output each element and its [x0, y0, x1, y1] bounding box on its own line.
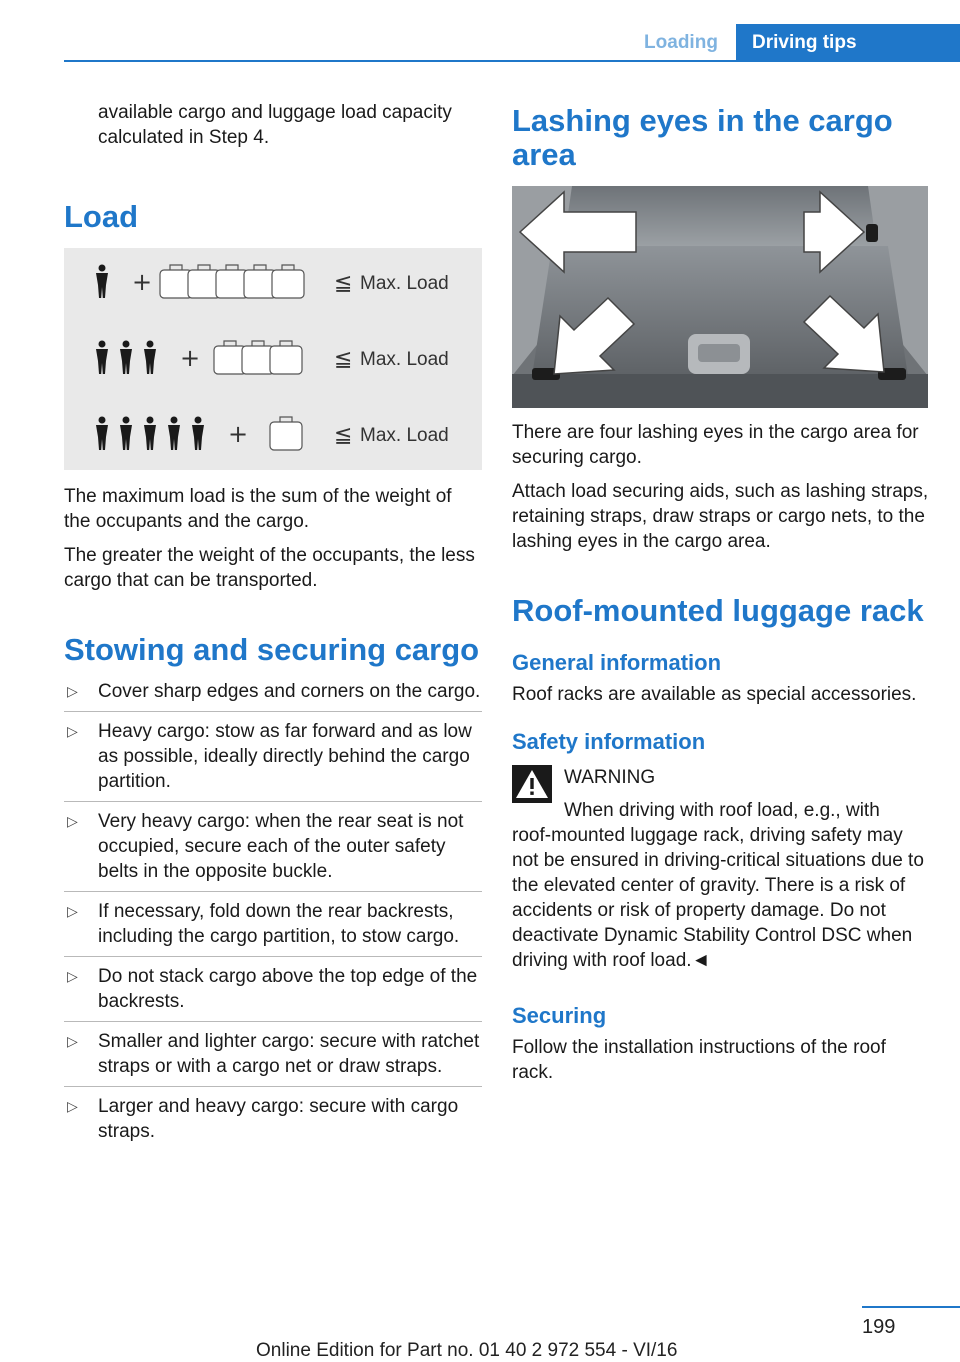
load-diagram — [64, 248, 482, 470]
stow-list-item-text: If necessary, fold down the rear backrests, including the cargo partition, to stow cargo. — [98, 901, 460, 947]
person-icon — [96, 265, 108, 299]
luggage-icon — [270, 417, 302, 450]
warning-first-line: When driving with roof load, e.g., with — [564, 800, 880, 821]
plus-icon: + — [179, 344, 201, 372]
cargo-area-illustration — [512, 186, 928, 408]
less-equal-symbol: ≦ — [334, 271, 353, 296]
bullet-triangle-icon: ▷ — [67, 968, 78, 984]
luggage-icon — [188, 265, 220, 298]
lashing-paragraph-1: There are four lashing eyes in the cargo area for securing cargo. — [512, 422, 919, 468]
stow-list-item — [64, 1094, 482, 1151]
securing-heading: Securing — [512, 1003, 607, 1028]
plus-icon: + — [131, 268, 153, 296]
load-paragraph-1: The maximum load is the sum of the weight of the occupants and the cargo. — [64, 486, 452, 532]
stow-list-item — [64, 899, 482, 957]
luggage-icon — [216, 265, 248, 298]
plus-icon: + — [227, 420, 249, 448]
stow-list — [64, 679, 482, 1151]
header-chapter-tab: Driving tips — [736, 24, 960, 62]
footer-rule — [862, 1306, 960, 1308]
stow-list-item — [64, 809, 482, 892]
lashing-heading: Lashing eyes in the cargo area — [512, 103, 893, 172]
bullet-triangle-icon: ▷ — [67, 683, 78, 699]
edition-line: Online Edition for Part no. 01 40 2 972 554 - VI/16 — [256, 1340, 678, 1361]
person-icon — [168, 417, 180, 451]
person-icon — [120, 341, 132, 375]
stow-list-item — [64, 1029, 482, 1087]
stow-list-item-text: Smaller and lighter cargo: secure with ratchet straps or with a cargo net or draw straps. — [98, 1031, 480, 1077]
person-icon — [96, 341, 108, 375]
person-icon — [144, 417, 156, 451]
max-load-label: Max. Load — [360, 425, 449, 446]
load-heading: Load — [64, 199, 139, 234]
header-rule — [64, 60, 960, 62]
stow-list-item-text: Very heavy cargo: when the rear seat is not occupied, secure each of the outer safety belts in the opposite buckle. — [98, 811, 464, 882]
left-column — [64, 100, 482, 1158]
stow-list-item-text: Heavy cargo: stow as far forward and as low as possible, ideally directly behind the cargo partition. — [98, 721, 472, 792]
person-icon — [96, 417, 108, 451]
stow-list-item-text: Larger and heavy cargo: secure with cargo straps. — [98, 1096, 459, 1142]
luggage-icon — [160, 265, 192, 298]
bullet-triangle-icon: ▷ — [67, 1098, 78, 1114]
luggage-icon — [214, 341, 246, 374]
less-equal-symbol: ≦ — [334, 347, 353, 372]
bullet-triangle-icon: ▷ — [67, 723, 78, 739]
securing-text: Follow the installation instructions of the roof rack. — [512, 1037, 886, 1083]
warning-triangle-icon — [512, 765, 552, 803]
stow-list-item-text: Cover sharp edges and corners on the cargo. — [98, 681, 481, 702]
person-icon — [144, 341, 156, 375]
luggage-icon — [244, 265, 276, 298]
bullet-triangle-icon: ▷ — [67, 813, 78, 829]
luggage-icon — [270, 341, 302, 374]
warning-text: roof-mounted luggage rack, driving safety may not be ensured in driving-critical situations due to the elevated center of gravity. There is a risk of accidents or risk of property damage. Do not deactivate Dynamic Stability Control DSC when driving with roof load.◄ — [512, 825, 924, 971]
warning-label: WARNING — [564, 767, 656, 788]
cargo-area-photo — [512, 186, 928, 408]
warning-block — [512, 765, 930, 823]
right-column — [512, 100, 930, 1094]
stow-list-item — [64, 719, 482, 802]
max-load-label: Max. Load — [360, 349, 449, 370]
luggage-icon — [272, 265, 304, 298]
bullet-triangle-icon: ▷ — [67, 1033, 78, 1049]
load-paragraph-2: The greater the weight of the occupants, the less cargo that can be transported. — [64, 545, 475, 591]
bullet-triangle-icon: ▷ — [67, 903, 78, 919]
general-info-text: Roof racks are available as special accessories. — [512, 684, 917, 705]
person-icon — [192, 417, 204, 451]
roof-rack-heading: Roof-mounted luggage rack — [512, 593, 924, 628]
safety-info-heading: Safety information — [512, 729, 706, 754]
person-icon — [120, 417, 132, 451]
general-info-heading: General information — [512, 650, 722, 675]
stow-list-item — [64, 964, 482, 1022]
less-equal-symbol: ≦ — [334, 423, 353, 448]
stow-heading: Stowing and securing cargo — [64, 632, 480, 667]
header-section-tab: Loading — [644, 32, 718, 53]
lashing-paragraph-2: Attach load securing aids, such as lashing straps, retaining straps, draw straps or cargo nets, to the lashing eyes in the cargo area. — [512, 481, 929, 552]
intro-text: available cargo and luggage load capacity calculated in Step 4. — [98, 102, 452, 148]
stow-list-item-text: Do not stack cargo above the top edge of the backrests. — [98, 966, 478, 1012]
max-load-label: Max. Load — [360, 273, 449, 294]
load-illustration — [64, 248, 482, 470]
luggage-icon — [242, 341, 274, 374]
stow-list-item — [64, 679, 482, 712]
page-number: 199 — [862, 1316, 896, 1338]
